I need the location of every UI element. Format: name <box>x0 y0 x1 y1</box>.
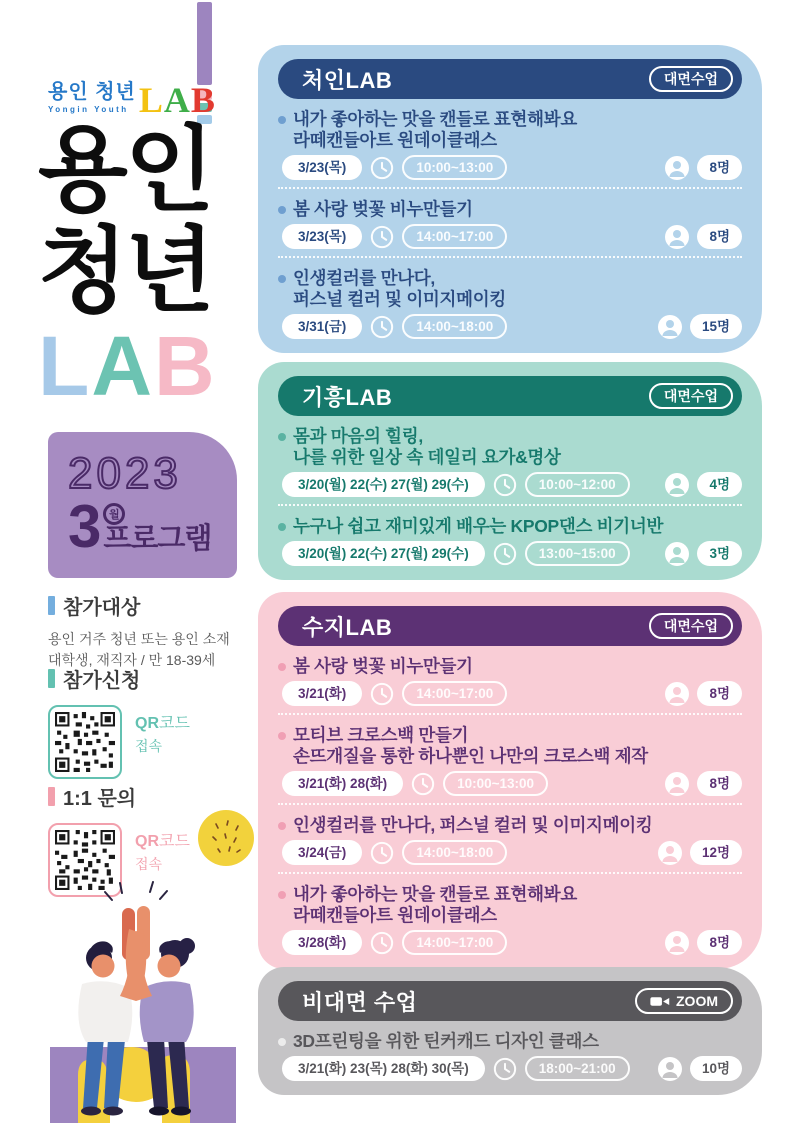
dashed-divider <box>278 713 742 715</box>
heading-bar-icon <box>48 787 55 806</box>
time-pill: 18:00~21:00 <box>525 1056 630 1081</box>
bullet-dot-icon <box>278 1038 286 1046</box>
program-item <box>278 884 742 955</box>
capacity-pill: 8명 <box>697 224 742 249</box>
program-title: 내가 좋아하는 맛을 캔들로 표현해봐요 라떼캔들아트 원데이클래스 <box>278 109 742 151</box>
capacity-pill: 15명 <box>690 314 742 339</box>
time-pill: 14:00~18:00 <box>402 314 507 339</box>
program-month-box <box>48 432 237 578</box>
program-title: 인생컬러를 만나다, 퍼스널 컬러 및 이미지메이킹 <box>278 815 742 836</box>
month-unit-circle: 월 <box>103 503 125 525</box>
section-target <box>48 591 258 671</box>
person-icon <box>665 225 689 249</box>
high-five-illustration <box>36 866 236 1126</box>
card-suji-lab <box>258 592 762 969</box>
title-line-1: 용인 <box>38 118 212 222</box>
program-title: 누구나 쉽고 재미있게 배우는 KPOP댄스 비기너반 <box>278 516 742 537</box>
bullet-dot-icon <box>278 523 286 531</box>
dashed-divider <box>278 872 742 874</box>
deco-bar-purple <box>197 2 212 85</box>
program-title: 봄 사랑 벚꽃 비누만들기 <box>278 199 742 220</box>
program-item <box>278 725 742 796</box>
card-cheoin-lab <box>258 45 762 353</box>
card-title: 수지LAB <box>302 614 393 640</box>
qr-icon <box>55 712 115 772</box>
person-icon <box>665 772 689 796</box>
inquiry-heading: 1:1 문의 <box>48 782 258 811</box>
card-online-class <box>258 967 762 1095</box>
person-icon <box>665 542 689 566</box>
dashed-divider <box>278 504 742 506</box>
apply-qr-code <box>48 705 122 779</box>
clock-icon <box>370 841 394 865</box>
clock-icon <box>370 225 394 249</box>
clock-icon <box>493 542 517 566</box>
person-icon <box>658 315 682 339</box>
program-label: 프로그램 <box>103 523 212 555</box>
zoom-badge: ZOOM <box>635 988 733 1014</box>
bullet-dot-icon <box>278 732 286 740</box>
heading-bar-icon <box>48 596 55 615</box>
capacity-pill: 12명 <box>690 840 742 865</box>
clock-icon <box>370 682 394 706</box>
bullet-dot-icon <box>278 663 286 671</box>
clock-icon <box>411 772 435 796</box>
seed-circle-decoration <box>198 810 254 866</box>
program-item <box>278 516 742 566</box>
logo-english-text: Yongin Youth <box>48 105 129 114</box>
date-pill: 3/21(화) 23(목) 28(화) 30(목) <box>282 1056 485 1081</box>
capacity-pill: 3명 <box>697 541 742 566</box>
person-icon <box>658 1057 682 1081</box>
date-pill: 3/20(월) 22(수) 27(월) 29(수) <box>282 472 485 497</box>
card-header <box>278 376 742 416</box>
logo-korean-text: 용인 청년 <box>48 81 136 103</box>
heading-bar-icon <box>48 669 55 688</box>
capacity-pill: 8명 <box>697 155 742 180</box>
dashed-divider <box>278 256 742 258</box>
apply-heading: 참가신청 <box>48 664 258 693</box>
poster-main-title <box>38 118 217 413</box>
person-icon <box>665 931 689 955</box>
apply-qr-label: QR코드 접속 <box>135 715 190 754</box>
target-body: 용인 거주 청년 또는 용인 소재 대학생, 재직자 / 만 18-39세 <box>48 631 230 668</box>
in-person-badge: 대면수업 <box>649 613 733 639</box>
card-giheung-lab <box>258 362 762 580</box>
bullet-dot-icon <box>278 116 286 124</box>
program-item <box>278 268 742 339</box>
time-pill: 13:00~15:00 <box>525 541 630 566</box>
card-title: 기흥LAB <box>302 384 393 410</box>
capacity-pill: 8명 <box>697 771 742 796</box>
section-apply <box>48 664 258 779</box>
clock-icon <box>370 156 394 180</box>
program-item <box>278 426 742 497</box>
date-pill: 3/31(금) <box>282 314 362 339</box>
program-month: 3 <box>68 493 102 560</box>
program-year: 2023 <box>68 449 182 498</box>
program-item <box>278 1031 742 1081</box>
date-pill: 3/23(목) <box>282 224 362 249</box>
program-item <box>278 109 742 180</box>
in-person-badge: 대면수업 <box>649 66 733 92</box>
dashed-divider <box>278 187 742 189</box>
person-icon <box>665 682 689 706</box>
time-pill: 14:00~17:00 <box>402 224 507 249</box>
date-pill: 3/21(화) <box>282 681 362 706</box>
bullet-dot-icon <box>278 433 286 441</box>
person-icon <box>665 473 689 497</box>
program-title: 모티브 크로스백 만들기 손뜨개질을 통한 하나뿐인 나만의 크로스백 제작 <box>278 725 742 767</box>
capacity-pill: 8명 <box>697 681 742 706</box>
clock-icon <box>370 931 394 955</box>
bullet-dot-icon <box>278 891 286 899</box>
inquiry-qr-label: QR코드 접속 <box>135 833 190 872</box>
target-heading: 참가대상 <box>48 591 258 620</box>
card-header <box>278 606 742 646</box>
program-item <box>278 656 742 706</box>
date-pill: 3/23(목) <box>282 155 362 180</box>
time-pill: 14:00~17:00 <box>402 681 507 706</box>
clock-icon <box>493 473 517 497</box>
logo-lab-text: LAB <box>138 79 216 120</box>
date-pill: 3/20(월) 22(수) 27(월) 29(수) <box>282 541 485 566</box>
program-title: 인생컬러를 만나다, 퍼스널 컬러 및 이미지메이킹 <box>278 268 742 310</box>
title-lab-colored: LAB <box>38 319 217 413</box>
bullet-dot-icon <box>278 822 286 830</box>
bullet-dot-icon <box>278 275 286 283</box>
card-title: 비대면 수업 <box>302 989 418 1015</box>
logo <box>48 79 216 120</box>
date-pill: 3/24(금) <box>282 840 362 865</box>
program-title: 몸과 마음의 힐링, 나를 위한 일상 속 데일리 요가&명상 <box>278 426 742 468</box>
program-item <box>278 199 742 249</box>
program-title: 봄 사랑 벚꽃 비누만들기 <box>278 656 742 677</box>
card-title: 처인LAB <box>302 67 393 93</box>
capacity-pill: 4명 <box>697 472 742 497</box>
time-pill: 10:00~13:00 <box>402 155 507 180</box>
card-header <box>278 59 742 99</box>
person-icon <box>658 841 682 865</box>
video-camera-icon <box>650 995 670 1008</box>
date-pill: 3/28(화) <box>282 930 362 955</box>
title-line-2: 청년 <box>38 219 212 323</box>
card-header <box>278 981 742 1021</box>
in-person-badge: 대면수업 <box>649 383 733 409</box>
time-pill: 14:00~18:00 <box>402 840 507 865</box>
person-icon <box>665 156 689 180</box>
clock-icon <box>493 1057 517 1081</box>
bullet-dot-icon <box>278 206 286 214</box>
time-pill: 14:00~17:00 <box>402 930 507 955</box>
capacity-pill: 8명 <box>697 930 742 955</box>
program-title: 3D프린팅을 위한 틴커캐드 디자인 클래스 <box>278 1031 742 1052</box>
dashed-divider <box>278 803 742 805</box>
capacity-pill: 10명 <box>690 1056 742 1081</box>
time-pill: 10:00~12:00 <box>525 472 630 497</box>
program-item <box>278 815 742 865</box>
clock-icon <box>370 315 394 339</box>
program-title: 내가 좋아하는 맛을 캔들로 표현해봐요 라떼캔들아트 원데이클래스 <box>278 884 742 926</box>
date-pill: 3/21(화) 28(화) <box>282 771 403 796</box>
time-pill: 10:00~13:00 <box>443 771 548 796</box>
